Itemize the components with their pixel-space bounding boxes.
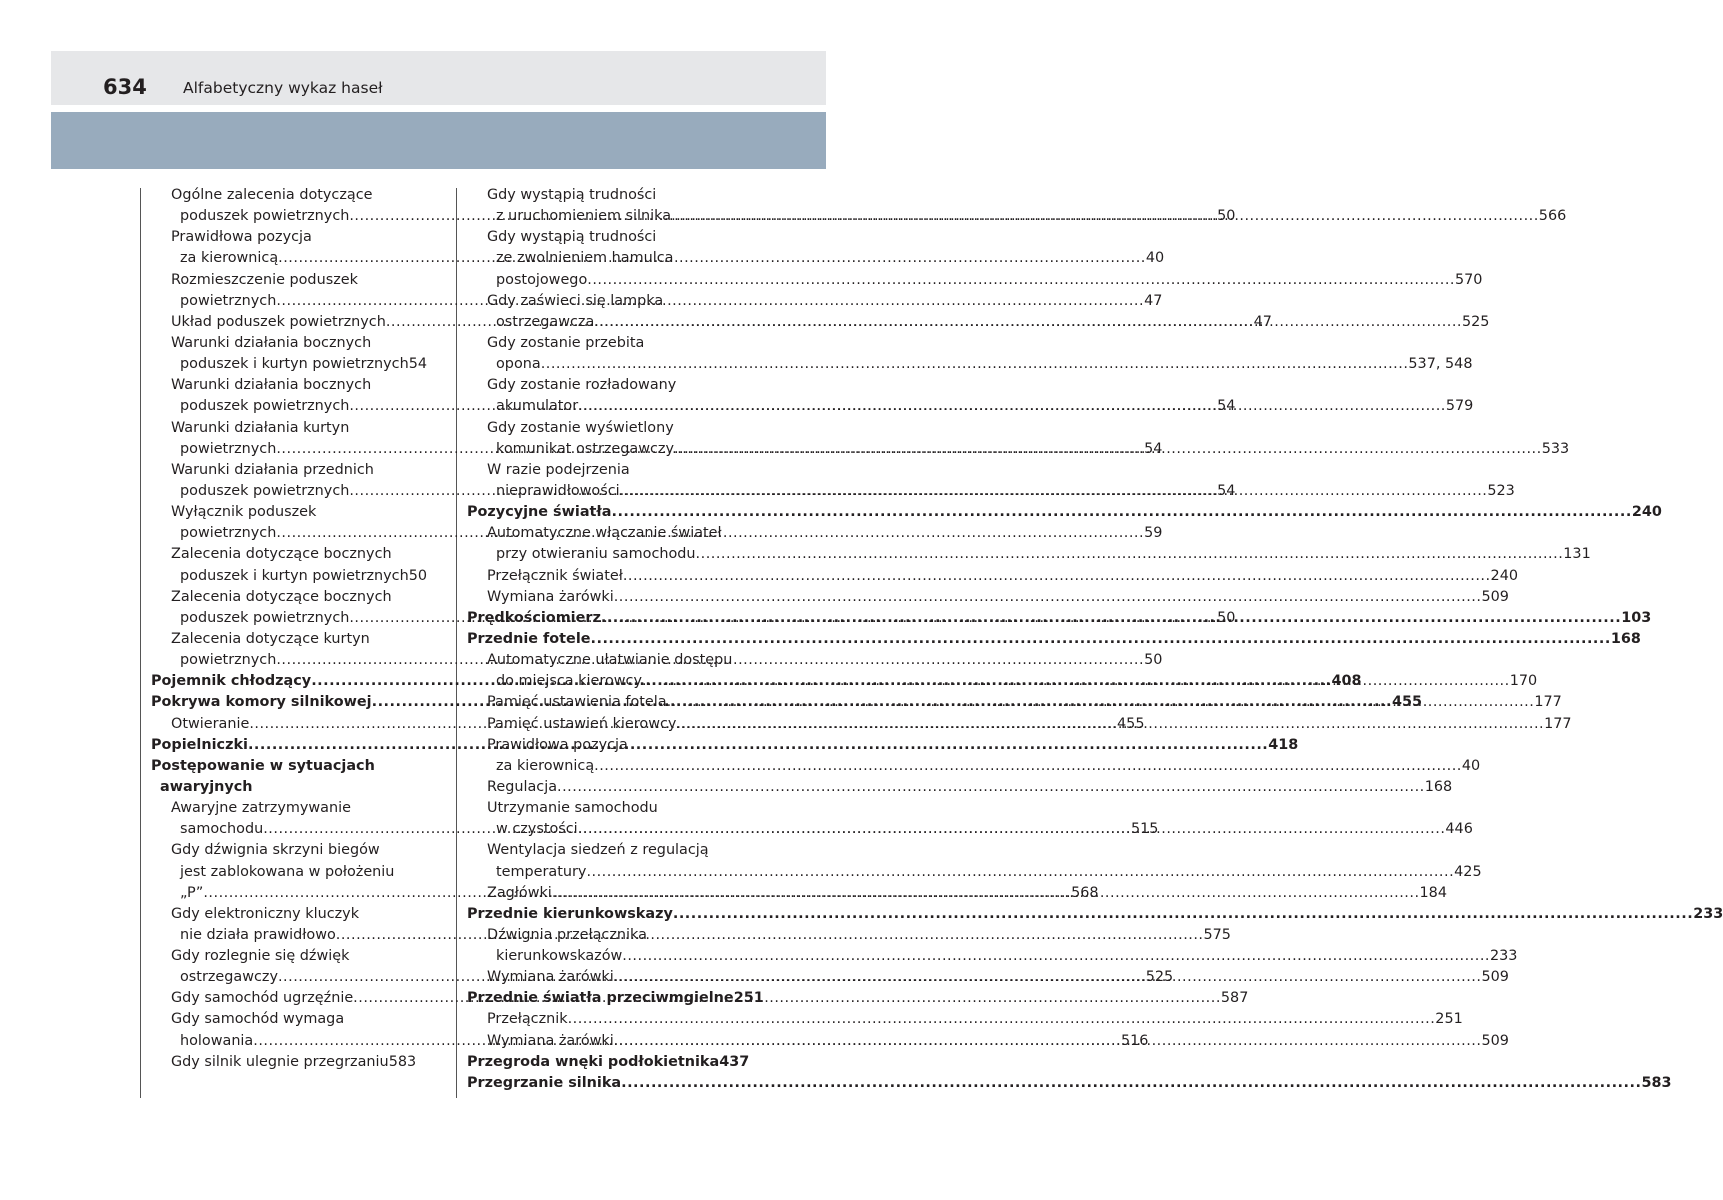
- entry-text: Wymiana żarówki: [487, 969, 614, 986]
- entry-text: Gdy zostanie wyświetlony: [487, 419, 674, 436]
- dot-leader: [611, 502, 1631, 523]
- entry-page-number: 455: [1391, 694, 1422, 711]
- entry-text: przy otwieraniu samochodu: [496, 546, 696, 563]
- entry-text: Gdy zostanie rozładowany: [487, 377, 677, 394]
- index-entry: [151, 460, 411, 481]
- entry-text: poduszek powietrznych: [180, 208, 350, 225]
- dot-leader: [673, 904, 1693, 925]
- entry-text: Gdy wystąpią trudności: [487, 229, 657, 246]
- entry-text: Pamięć ustawień kierowcy: [487, 715, 677, 732]
- index-entry: [467, 798, 729, 819]
- entry-text: powietrznych: [180, 652, 277, 669]
- entry-text: samochodu: [180, 821, 264, 838]
- entry-text: w czystości: [496, 821, 578, 838]
- entry-page-number: 437: [719, 1053, 750, 1070]
- index-entry: [151, 904, 411, 925]
- index-entry: [467, 375, 729, 396]
- index-entry: [467, 248, 729, 269]
- entry-text: z uruchomieniem silnika: [496, 208, 672, 225]
- entry-page-number: 233: [1693, 905, 1723, 922]
- entry-page-number: 240: [1490, 567, 1519, 584]
- entry-text: „P”: [180, 884, 204, 901]
- index-entry: [151, 756, 411, 777]
- index-entry: [467, 523, 729, 544]
- dot-leader: [620, 481, 1488, 502]
- entry-page-number: 54: [1144, 440, 1163, 457]
- entry-text: Prędkościomierz: [467, 609, 601, 626]
- entry-text: Gdy zostanie przebita: [487, 334, 645, 351]
- entry-page-number: 168: [1424, 778, 1453, 795]
- entry-text: Gdy samochód ugrzęźnie: [171, 990, 354, 1007]
- index-entry: [151, 798, 411, 819]
- entry-text: Wymiana żarówki: [487, 1032, 614, 1049]
- entry-page-number: 251: [1435, 1011, 1463, 1028]
- entry-text: poduszek powietrznych: [180, 482, 350, 499]
- entry-text: powietrznych: [180, 440, 277, 457]
- entry-text: holowania: [180, 1032, 254, 1049]
- dot-leader: [248, 735, 1268, 756]
- entry-text: Wyłącznik poduszek: [171, 504, 317, 521]
- entry-text: poduszek powietrznych: [180, 609, 350, 626]
- dot-leader: [667, 692, 1535, 713]
- entry-text: do miejsca kierowcy: [496, 673, 642, 690]
- entry-page-number: 408: [1331, 673, 1362, 690]
- index-entry: [467, 587, 1509, 608]
- entry-text: ostrzegawcza: [496, 313, 595, 330]
- entry-text: Gdy silnik ulegnie przegrzaniu: [171, 1053, 389, 1070]
- entry-text: Awaryjne zatrzymywanie: [171, 800, 351, 817]
- entry-text: poduszek i kurtyn powietrznych: [180, 567, 409, 584]
- entry-text: Warunki działania przednich: [171, 461, 374, 478]
- entry-text: Dźwignia przełącznika: [487, 926, 647, 943]
- dot-leader: [557, 777, 1425, 798]
- entry-text: nie działa prawidłowo: [180, 926, 336, 943]
- entry-text: postojowego: [496, 271, 588, 288]
- entry-page-number: 50: [1144, 652, 1163, 669]
- entry-text: Gdy zaświeci się lampka: [487, 292, 664, 309]
- index-entry: [151, 862, 411, 883]
- entry-text: nieprawidłowości: [496, 482, 620, 499]
- entry-page-number: 583: [388, 1053, 417, 1070]
- entry-text: Przednie fotele: [467, 630, 591, 647]
- dot-leader: [676, 714, 1544, 735]
- entry-text: Pozycyjne światła: [467, 504, 612, 521]
- entry-text: Układ poduszek powietrznych: [171, 313, 386, 330]
- index-entry: [467, 629, 1641, 650]
- dot-leader: [614, 1031, 1482, 1052]
- dot-leader: [552, 883, 1420, 904]
- entry-page-number: 446: [1445, 821, 1473, 838]
- entry-text: kierunkowskazów: [496, 948, 623, 965]
- entry-text: Przełącznik świateł: [487, 567, 623, 584]
- entry-text: Popielniczki: [151, 736, 248, 753]
- entry-text: Przełącznik: [487, 1011, 568, 1028]
- dot-leader: [621, 1073, 1641, 1094]
- entry-page-number: 233: [1489, 948, 1518, 965]
- index-entry: [467, 862, 1482, 883]
- index-entry: [151, 418, 411, 439]
- entry-page-number: 40: [1145, 250, 1165, 267]
- index-entry: [151, 502, 411, 523]
- index-entry: [151, 946, 411, 967]
- entry-text: powietrznych: [180, 292, 277, 309]
- index-entry: [467, 185, 729, 206]
- dot-leader: [674, 439, 1542, 460]
- index-entry: [467, 354, 1473, 375]
- entry-text: Utrzymanie samochodu: [487, 800, 658, 817]
- entry-page-number: 425: [1454, 863, 1482, 880]
- index-entry: [151, 840, 411, 861]
- index-entry: [467, 460, 729, 481]
- entry-page-number: 525: [1145, 969, 1174, 986]
- dot-leader: [587, 270, 1455, 291]
- page-title: Alfabetyczny wykaz haseł: [183, 79, 383, 97]
- dot-leader: [336, 925, 1204, 946]
- dot-leader: [623, 566, 1491, 587]
- entry-text: komunikat ostrzegawczy: [496, 440, 674, 457]
- index-entry: [467, 1052, 750, 1073]
- index-entry: [467, 1009, 1463, 1030]
- dot-leader: [671, 206, 1539, 227]
- entry-page-number: 240: [1631, 504, 1662, 521]
- entry-page-number: 54: [408, 356, 428, 373]
- index-entry: [151, 629, 411, 650]
- entry-page-number: 50: [1217, 609, 1236, 626]
- entry-text: jest zablokowana w położeniu: [180, 863, 395, 880]
- entry-page-number: 47: [1253, 313, 1272, 330]
- index-entry: [151, 185, 411, 206]
- index-entry: [151, 566, 428, 587]
- entry-page-number: 509: [1481, 1032, 1509, 1049]
- entry-text: akumulator: [496, 398, 579, 415]
- index-entry: [151, 1009, 411, 1030]
- entry-page-number: 516: [1120, 1032, 1149, 1049]
- index-entry: [151, 227, 411, 248]
- entry-text: poduszek powietrznych: [180, 398, 350, 415]
- entry-page-number: 54: [1217, 482, 1236, 499]
- entry-text: Ogólne zalecenia dotyczące: [171, 187, 373, 203]
- entry-page-number: 103: [1621, 609, 1652, 626]
- index-entry: [467, 566, 1519, 587]
- index-entry: [467, 988, 764, 1009]
- entry-page-number: 455: [1117, 715, 1145, 732]
- entry-page-number: 251: [733, 990, 764, 1007]
- index-entry: [467, 291, 729, 312]
- entry-text: ze zwolnieniem hamulca: [496, 250, 674, 267]
- entry-text: Przegrzanie silnika: [467, 1074, 622, 1091]
- entry-text: Gdy wystąpią trudności: [487, 187, 657, 203]
- entry-page-number: 568: [1071, 884, 1099, 901]
- page-header: [51, 51, 826, 105]
- entry-text: powietrznych: [180, 525, 277, 542]
- dot-leader: [594, 312, 1462, 333]
- dot-leader: [642, 671, 1510, 692]
- entry-text: ostrzegawczy: [180, 969, 278, 986]
- index-entry: [467, 756, 1481, 777]
- dot-leader: [614, 967, 1482, 988]
- entry-page-number: 184: [1419, 884, 1447, 901]
- entry-text: temperatury: [496, 863, 587, 880]
- entry-text: Postępowanie w sytuacjach: [151, 757, 375, 774]
- index-entry: [467, 1073, 1672, 1094]
- dot-leader: [601, 608, 1621, 629]
- index-entry: [467, 227, 729, 248]
- entry-text: Warunki działania kurtyn: [171, 419, 350, 436]
- index-entry: [151, 1052, 417, 1073]
- entry-page-number: 509: [1481, 588, 1509, 605]
- entry-text: Otwieranie: [171, 715, 250, 732]
- index-entry: [151, 354, 428, 375]
- entry-text: Pojemnik chłodzący: [151, 673, 312, 690]
- index-entry: [151, 587, 411, 608]
- entry-text: Przegroda wnęki podłokietnika: [467, 1053, 720, 1070]
- index-entry: [467, 925, 729, 946]
- index-entry: [467, 502, 1662, 523]
- entry-text: Zalecenia dotyczące kurtyn: [171, 630, 370, 647]
- entry-page-number: 587: [1220, 990, 1249, 1007]
- entry-text: Zagłówki: [487, 884, 552, 901]
- dot-leader: [578, 396, 1446, 417]
- entry-page-number: 575: [1203, 926, 1231, 943]
- entry-page-number: 177: [1534, 694, 1562, 711]
- entry-text: Warunki działania bocznych: [171, 334, 372, 351]
- entry-text: Gdy dźwignia skrzyni biegów: [171, 842, 380, 859]
- entry-page-number: 40: [1461, 757, 1481, 774]
- index-entry: [151, 270, 411, 291]
- entry-text: Rozmieszczenie poduszek: [171, 271, 358, 288]
- entry-page-number: 515: [1130, 821, 1159, 838]
- entry-text: Zalecenia dotyczące bocznych: [171, 588, 392, 605]
- entry-text: W razie podejrzenia: [487, 461, 630, 478]
- entry-text: Warunki działania bocznych: [171, 377, 372, 394]
- dot-leader: [622, 946, 1490, 967]
- entry-text: Przednie światła przeciwmgielne: [467, 990, 734, 1007]
- index-entry: [151, 375, 411, 396]
- index-entry: [467, 650, 733, 671]
- dot-leader: [568, 1009, 1436, 1030]
- index-entry: [151, 333, 411, 354]
- entry-text: Automatyczne ułatwianie dostępu: [487, 652, 733, 669]
- entry-text: Zalecenia dotyczące bocznych: [171, 546, 392, 563]
- entry-page-number: 50: [1217, 208, 1236, 225]
- entry-text: poduszek i kurtyn powietrznych: [180, 356, 409, 373]
- dot-leader: [541, 354, 1409, 375]
- dot-leader: [578, 819, 1446, 840]
- index-entry: [151, 777, 411, 798]
- index-entry: [467, 418, 729, 439]
- index-entry: [467, 904, 1723, 925]
- index-entry: [467, 270, 1483, 291]
- entry-page-number: 168: [1610, 630, 1641, 647]
- index-entry: [467, 333, 729, 354]
- index-entry: [467, 544, 1591, 565]
- entry-page-number: 50: [408, 567, 428, 584]
- column-divider-left: [140, 188, 141, 1098]
- entry-text: Pokrywa komory silnikowej: [151, 694, 372, 711]
- entry-page-number: 177: [1544, 715, 1572, 732]
- entry-text: Prawidłowa pozycja: [171, 229, 312, 246]
- entry-page-number: 570: [1454, 271, 1483, 288]
- entry-text: Prawidłowa pozycja: [487, 736, 628, 753]
- entry-page-number: 525: [1462, 313, 1490, 330]
- entry-page-number: 566: [1538, 208, 1567, 225]
- entry-text: Pamięć ustawienia fotela: [487, 694, 667, 711]
- dot-leader: [594, 756, 1462, 777]
- entry-text: opona: [496, 356, 541, 373]
- header-band: [51, 112, 826, 169]
- index-entry: [467, 840, 729, 861]
- entry-text: Regulacja: [487, 778, 558, 795]
- dot-leader: [586, 862, 1454, 883]
- dot-leader: [591, 629, 1611, 650]
- entry-page-number: 170: [1509, 673, 1538, 690]
- entry-page-number: 131: [1563, 546, 1591, 563]
- entry-page-number: 583: [1641, 1074, 1672, 1091]
- index-entry: [467, 735, 729, 756]
- entry-page-number: 523: [1487, 482, 1515, 499]
- entry-page-number: 47: [1144, 292, 1163, 309]
- entry-page-number: 509: [1481, 969, 1509, 986]
- dot-leader: [614, 587, 1482, 608]
- entry-page-number: 579: [1445, 398, 1474, 415]
- entry-text: Automatyczne włączanie świateł: [487, 525, 722, 542]
- entry-text: za kierownicą: [180, 250, 279, 267]
- entry-page-number: 59: [1144, 525, 1163, 542]
- index-entry: [467, 946, 1518, 967]
- entry-text: Przednie kierunkowskazy: [467, 905, 673, 922]
- entry-text: awaryjnych: [160, 778, 253, 795]
- entry-text: Gdy samochód wymaga: [171, 1011, 345, 1028]
- entry-text: Gdy elektroniczny kluczyk: [171, 905, 360, 922]
- entry-page-number: 533: [1541, 440, 1570, 457]
- entry-page-number: 537, 548: [1408, 356, 1473, 373]
- entry-text: Wentylacja siedzeń z regulacją: [487, 842, 709, 859]
- entry-page-number: 54: [1217, 398, 1236, 415]
- index-entry: [467, 777, 1453, 798]
- entry-page-number: 418: [1268, 736, 1299, 753]
- entry-text: Wymiana żarówki: [487, 588, 614, 605]
- entry-text: za kierownicą: [496, 757, 595, 774]
- index-entry: [151, 544, 411, 565]
- entry-text: Gdy rozlegnie się dźwięk: [171, 948, 350, 965]
- page-number: 634: [103, 75, 147, 99]
- dot-leader: [696, 544, 1564, 565]
